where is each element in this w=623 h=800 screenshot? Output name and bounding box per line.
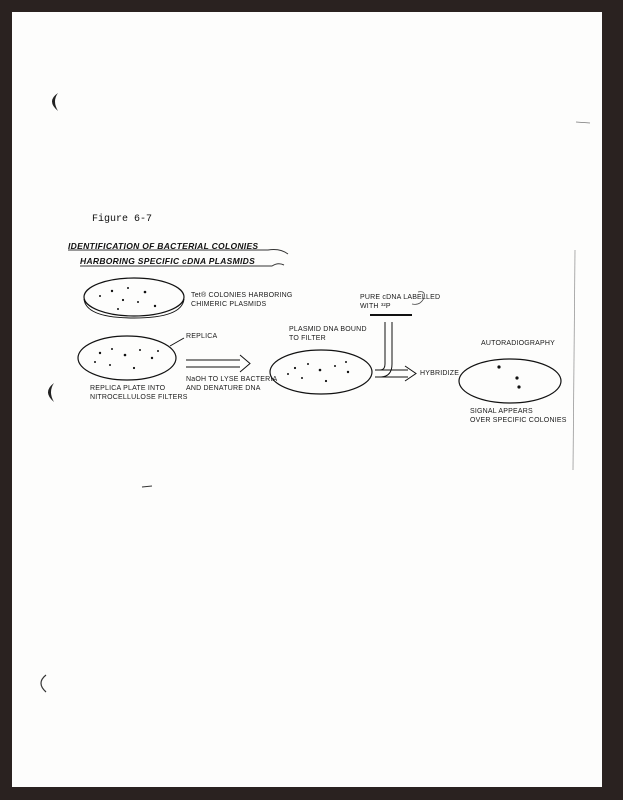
probe-label-line1: PURE cDNA LABELLED (360, 294, 441, 301)
arrow-to-hybridize (375, 322, 416, 381)
top-plate-label-line1: Tet® COLONIES HARBORING (191, 292, 293, 299)
arrow-to-filter (186, 355, 250, 372)
signal-label-line2: OVER SPECIFIC COLONIES (470, 417, 567, 424)
replica-plate-label-line2: NITROCELLULOSE FILTERS (90, 394, 188, 401)
replica-label: REPLICA (186, 333, 218, 340)
filter-plate (270, 350, 372, 394)
colony-plate (84, 278, 184, 318)
signal-label-line1: SIGNAL APPEARS (470, 408, 533, 415)
bound-label-line1: PLASMID DNA BOUND (289, 326, 367, 333)
probe-label-line2: WITH ³²P (360, 303, 391, 310)
naoh-label-line2: AND DENATURE DNA (186, 385, 261, 392)
autoradiography-label: AUTORADIOGRAPHY (481, 340, 556, 347)
scan-mark (142, 486, 152, 487)
binder-hole-top (52, 93, 58, 111)
binder-hole-bottom (41, 675, 46, 692)
replica-plate-label-line1: REPLICA PLATE INTO (90, 385, 166, 392)
right-margin-line (573, 250, 575, 470)
hybridize-label: HYBRIDIZE (420, 370, 460, 377)
replica-plate (78, 336, 176, 380)
bound-label-line2: TO FILTER (289, 335, 326, 342)
replica-pointer (170, 338, 184, 346)
binder-hole-middle (48, 383, 54, 402)
scan-mark (576, 122, 590, 123)
figure-title-line1: IDENTIFICATION OF BACTERIAL COLONIES (68, 241, 259, 251)
naoh-label-line1: NaOH TO LYSE BACTERIA (186, 376, 278, 383)
top-plate-label-line2: CHIMERIC PLASMIDS (191, 301, 267, 308)
autoradiography-plate (459, 359, 561, 403)
figure-title-line2: HARBORING SPECIFIC cDNA PLASMIDS (80, 256, 256, 266)
figure-label: Figure 6-7 (92, 214, 153, 225)
